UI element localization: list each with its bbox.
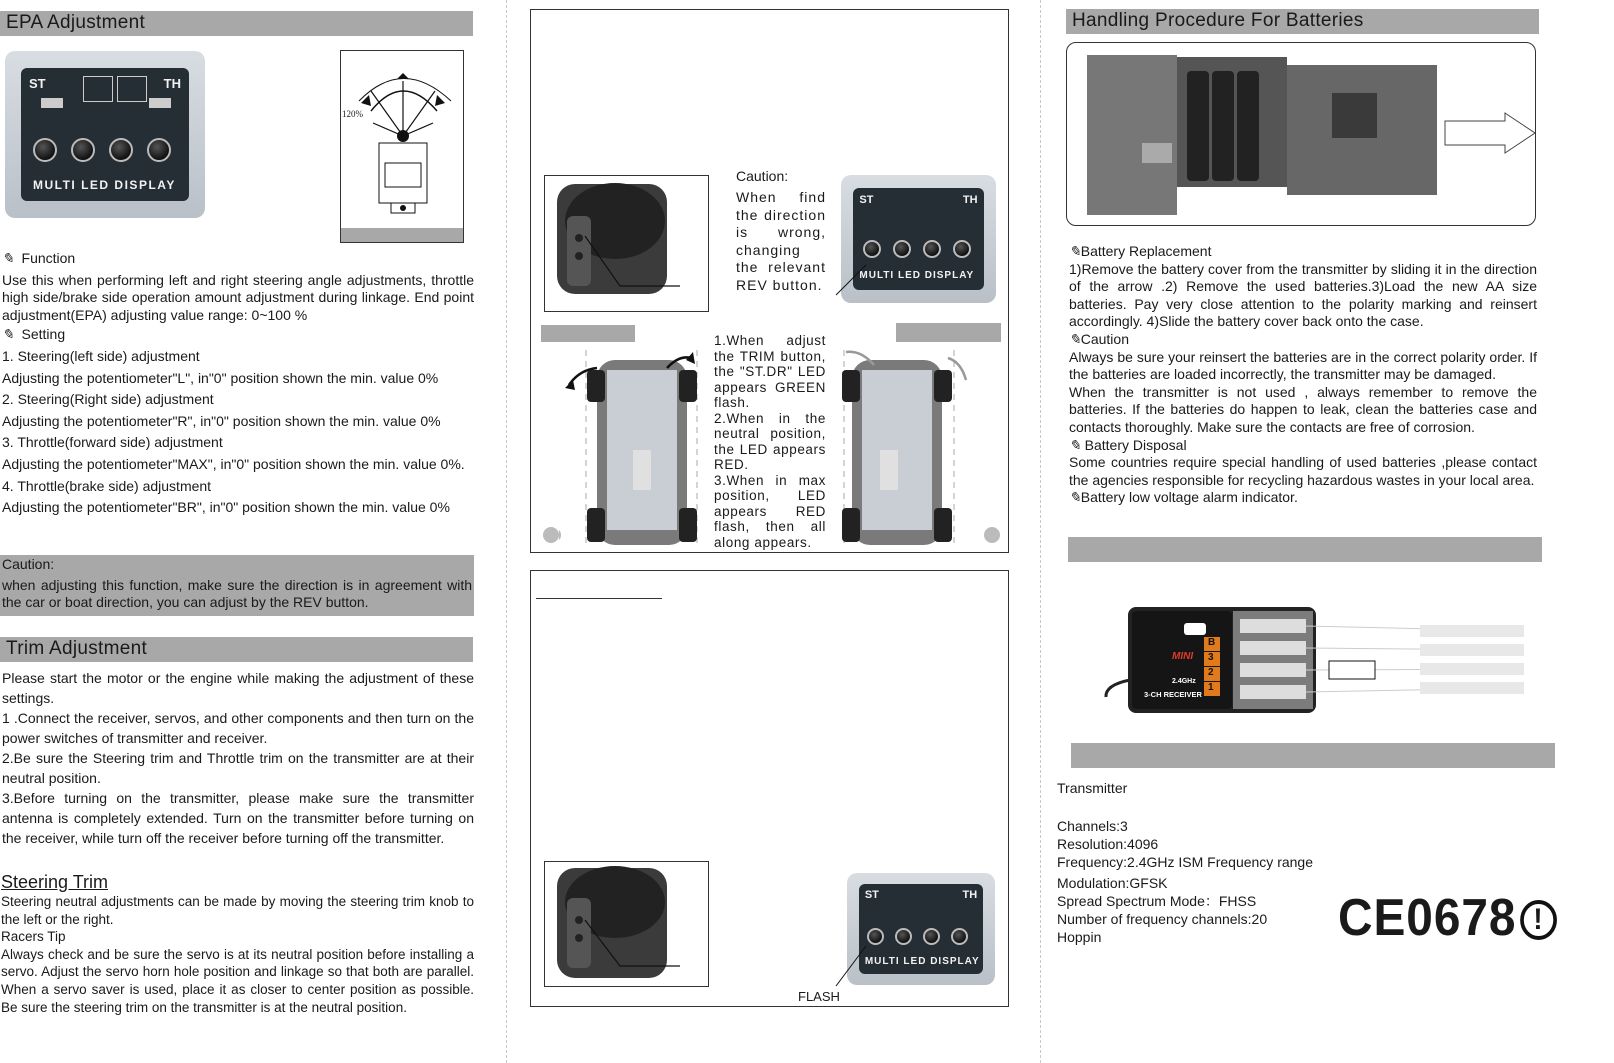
s4-title: 4. Throttle(brake side) adjustment: [2, 477, 212, 494]
receiver-port-2: 2: [1208, 667, 1214, 678]
trim-title: Trim Adjustment: [6, 638, 148, 659]
s3-title: 3. Throttle(forward side) adjustment: [2, 434, 223, 451]
function-text: Use this when performing left and right steering angle adjustments, throttle high side/brake side operation amount adjustment during linkage. End point adjustment(EPA) adjusting value range: 0~100 %: [2, 271, 474, 323]
servo-angle-label: 120%: [342, 109, 363, 119]
battery-replacement-text: 1)Remove the battery cover from the transmitter by sliding it in the direction of the arrow .2) Remove the used batteries.3)Load the new AA size batteries. Pay very close attention to the polarity marking and reinsert accordingly. 4)Slide the battery cover back onto the case.: [1069, 260, 1537, 330]
trim-p1: Please start the motor or the engine while making the adjustment of these settings.: [2, 670, 474, 706]
pencil-icon: ✎: [2, 326, 14, 343]
spec-item: Frequency:2.4GHz ISM Frequency range: [1057, 854, 1314, 871]
setting-title: ✎ Setting: [2, 326, 66, 343]
epa-caution-box: [0, 555, 474, 616]
battery-caution-text2: When the transmitter is not used , always remember to remove the batteries. If the batteries do happen to leak, clean the batteries case and contacts thoroughly. Make sure the contacts are free of corrosion.: [1069, 383, 1537, 435]
caution-title: Caution:: [736, 168, 789, 184]
pencil-icon: ✎: [1069, 489, 1081, 506]
s1-text: Adjusting the potentiometer"L", in"0" position shown the min. value 0%: [2, 369, 439, 386]
transmitter-photo: [544, 175, 709, 312]
battery-disposal-text: Some countries require special handling of used batteries ,please contact the agencies responsible for recycling hazardous wastes in your local area.: [1069, 454, 1537, 488]
transmitter-photo-2: [544, 861, 709, 987]
battery-section-header: [1066, 9, 1539, 34]
ce-mark-text: CE0678: [1338, 889, 1517, 947]
racers-tip-text: Always check and be sure the servo is at its neutral position before installing a servo. Adjust the servo horn hole position and linkage so that both are parallel. When a servo saver is used, place it as closer to center position as possible. Be sure the steering trim on the transmitter is at the neutral position.: [1, 946, 474, 1015]
alert-icon: !: [1520, 900, 1557, 940]
pencil-icon: ✎: [2, 250, 14, 266]
receiver-model: 3-CH RECEIVER: [1144, 690, 1202, 699]
function-title: ✎ Function: [2, 250, 76, 266]
spec-item: Number of frequency channels:20: [1057, 911, 1268, 928]
caution-text: When find the direction is wrong, changing the relevant REV button.: [736, 189, 826, 293]
car-chassis-left: [559, 340, 704, 550]
transmitter-title: Transmitter: [1057, 780, 1128, 796]
s2-title: 2. Steering(Right side) adjustment: [2, 391, 214, 408]
battery-compartment-photo: [1066, 42, 1536, 226]
s3-text: Adjusting the potentiometer"MAX", in"0" position shown the min. value 0%.: [2, 455, 465, 472]
servo-diagram: [340, 50, 464, 243]
specs-header-bar: [1071, 743, 1555, 768]
receiver-port-b: B: [1208, 637, 1216, 648]
spec-item: Resolution:4096: [1057, 836, 1159, 853]
pencil-icon: ✎: [1069, 243, 1081, 259]
trim-p3: 2.Be sure the Steering trim and Throttle trim on the transmitter are at their neutral position.: [2, 750, 474, 786]
ce-mark-logo: [1338, 888, 1557, 948]
trim-section-header: [0, 637, 473, 662]
battery-caution-title: ✎Caution: [1069, 330, 1129, 347]
low-voltage-title: ✎Battery low voltage alarm indicator.: [1069, 489, 1298, 506]
battery-disposal-title: ✎ Battery Disposal: [1069, 436, 1187, 453]
led-display-label: MULTI LED DISPLAY: [33, 177, 176, 192]
s1-title: 1. Steering(left side) adjustment: [2, 347, 200, 364]
pencil-icon: ✎: [1069, 436, 1081, 453]
racers-tip-title: Racers Tip: [1, 929, 66, 945]
trim-panel-top: [530, 9, 1009, 553]
spec-item: Modulation:GFSK: [1057, 874, 1168, 891]
trim-notes: 1.When adjust the TRIM button, the "ST.DR" LED appears GREEN flash. 2.When in the neutral position, the LED appears RED. 3.When in max position, LED appears RED flash, then all along appears.: [714, 333, 826, 550]
spec-item: Channels:3: [1057, 818, 1128, 834]
specs-list: [1057, 817, 1313, 946]
car-chassis-right: [836, 340, 981, 550]
steering-trim-text: Steering neutral adjustments can be made by moving the steering trim knob to the left or the right.: [1, 894, 474, 927]
battery-caution-text1: Always be sure your reinsert the batteries are in the correct polarity order. If the batteries are loaded incorrectly, the transmitter may be damaged.: [1069, 348, 1537, 383]
receiver-freq: 2.4GHz: [1172, 678, 1196, 685]
flash-label: FLASH: [798, 989, 840, 1004]
epa-caution-title: Caution:: [2, 556, 55, 572]
led-display-photo: ST TH MULTI LED DISPLAY: [5, 51, 205, 218]
epa-caution-text: when adjusting this function, make sure the direction is in agreement with the car or boat direction, you can adjust by the REV button.: [2, 576, 472, 611]
epa-title: EPA Adjustment: [6, 12, 146, 33]
epa-section-header: [0, 11, 473, 36]
battery-title: Handling Procedure For Batteries: [1072, 10, 1364, 31]
s2-text: Adjusting the potentiometer"R", in"0" position shown the min. value 0%: [2, 412, 441, 429]
receiver-brand: MINI: [1172, 651, 1194, 662]
spec-item: Spread Spectrum Mode：FHSS: [1057, 892, 1257, 909]
trim-p4: 3.Before turning on the transmitter, please make sure the transmitter antenna is completely extended. Turn on the transmitter before turning on the receiver, while turn off the receiver before turning off the transmitter.: [2, 790, 474, 846]
steering-trim-title: Steering Trim: [1, 872, 109, 892]
receiver-port-3: 3: [1208, 652, 1214, 663]
receiver-port-1: 1: [1208, 682, 1214, 693]
receiver-header-bar: [1068, 537, 1542, 562]
pencil-icon: ✎: [1069, 330, 1081, 347]
led-display-small-2: ST TH MULTI LED DISPLAY: [847, 873, 995, 985]
trim-p2: 1 .Connect the receiver, servos, and other components and then turn on the power switches of transmitter and receiver.: [2, 710, 474, 746]
led-display-small: ST TH MULTI LED DISPLAY: [841, 175, 996, 303]
s4-text: Adjusting the potentiometer"BR", in"0" position shown the min. value 0%: [2, 499, 450, 516]
trim-panel-bottom: [530, 570, 1009, 1007]
receiver-image: [1100, 605, 1530, 720]
battery-replacement-title: ✎Battery Replacement: [1069, 243, 1212, 259]
spec-item: Hoppin: [1057, 929, 1102, 946]
